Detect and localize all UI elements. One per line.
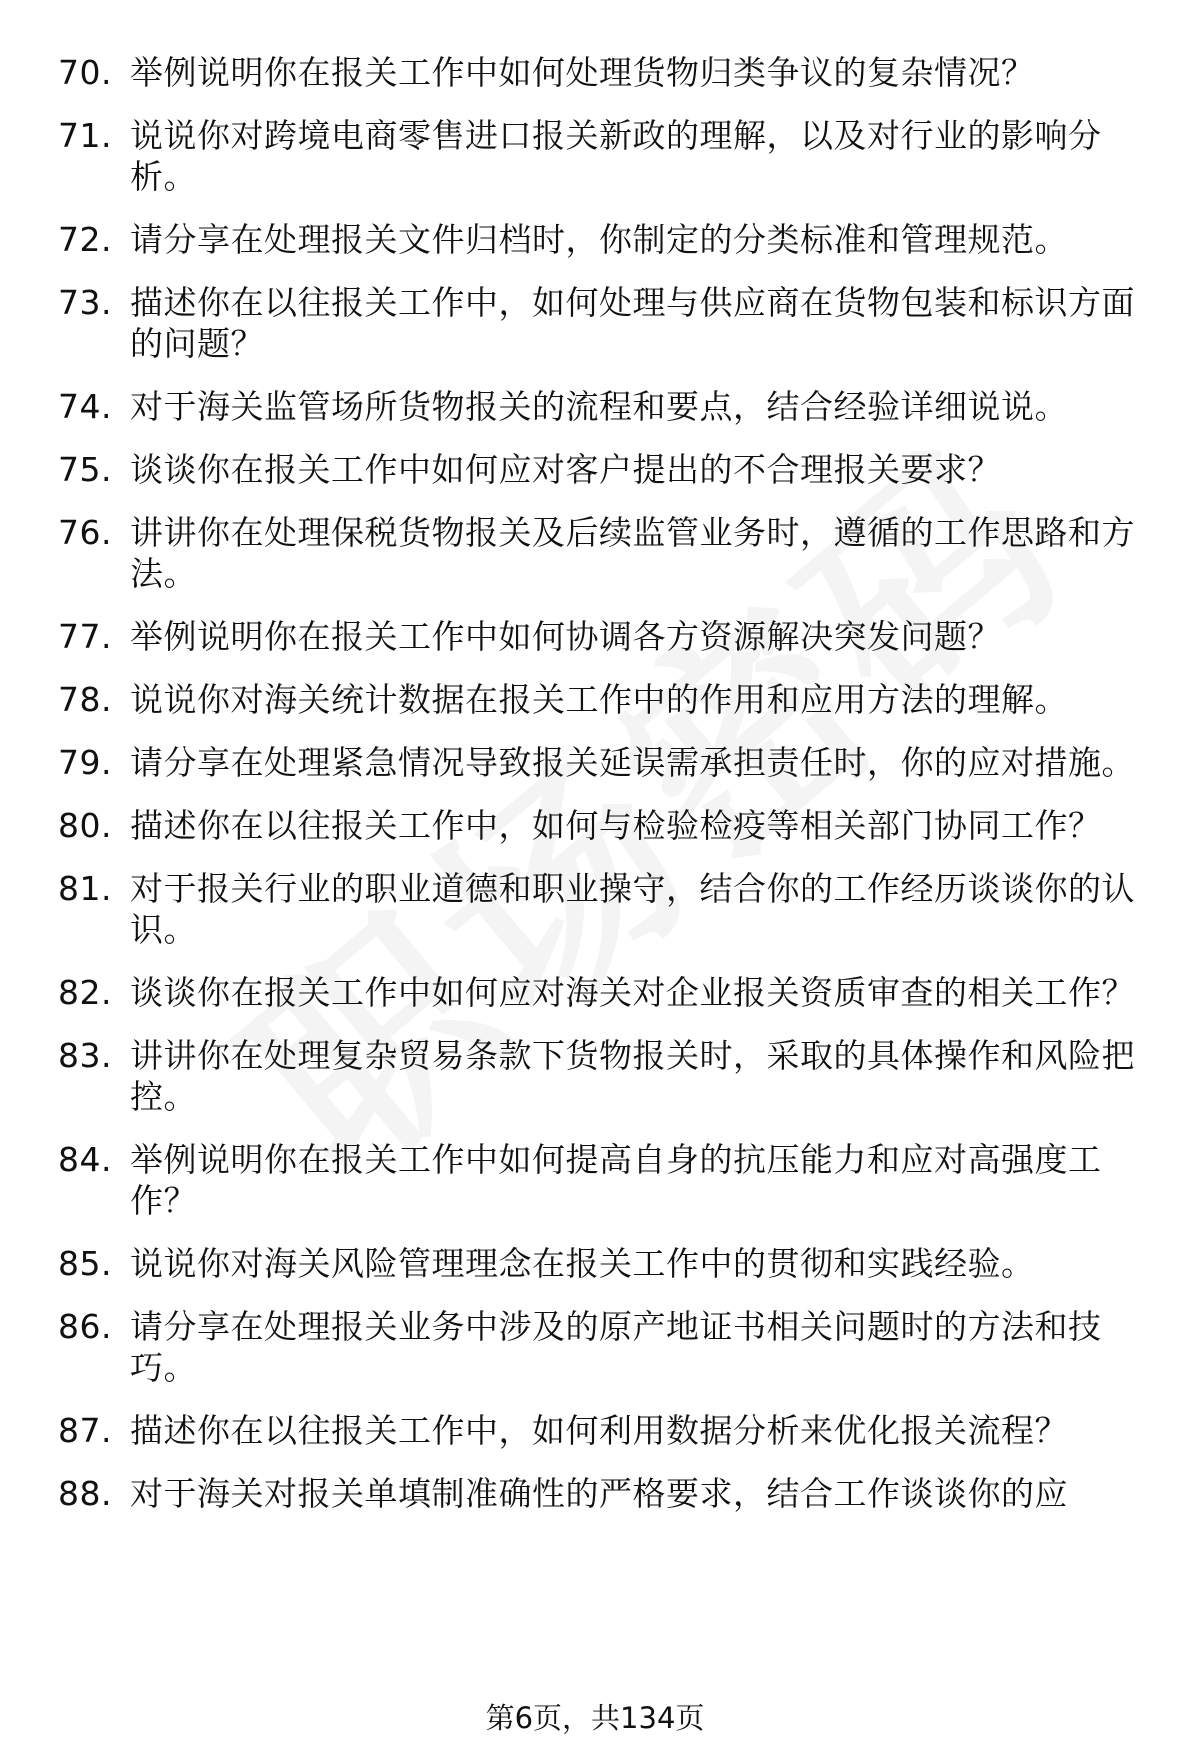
question-number: 75. (58, 450, 112, 489)
question-number: 77. (58, 617, 112, 656)
question-number: 81. (58, 869, 112, 908)
question-item (0, 449, 1160, 490)
question-number: 80. (58, 806, 112, 845)
question-list (0, 52, 1190, 1536)
question-text: 举例说明你在报关工作中如何提高自身的抗压能力和应对高强度工作？ (130, 1140, 1102, 1220)
question-number: 79. (58, 743, 112, 782)
question-text: 谈谈你在报关工作中如何应对客户提出的不合理报关要求？ (130, 450, 1001, 489)
question-text: 描述你在以往报关工作中，如何与检验检疫等相关部门协同工作？ (130, 806, 1102, 845)
question-text: 举例说明你在报关工作中如何协调各方资源解决突发问题？ (130, 617, 1001, 656)
question-item (0, 1035, 1160, 1117)
question-number: 70. (58, 53, 112, 92)
question-number: 84. (58, 1140, 112, 1179)
question-number: 71. (58, 116, 112, 155)
question-item (0, 219, 1160, 260)
question-text: 举例说明你在报关工作中如何处理货物归类争议的复杂情况？ (130, 53, 1035, 92)
question-text: 讲讲你在处理复杂贸易条款下货物报关时，采取的具体操作和风险把控。 (130, 1036, 1135, 1116)
question-item (0, 1410, 1160, 1451)
question-text: 请分享在处理报关文件归档时，你制定的分类标准和管理规范。 (130, 220, 1068, 259)
question-number: 76. (58, 513, 112, 552)
question-text: 对于报关行业的职业道德和职业操守，结合你的工作经历谈谈你的认识。 (130, 869, 1135, 949)
question-item (0, 616, 1160, 657)
question-number: 74. (58, 387, 112, 426)
question-number: 87. (58, 1411, 112, 1450)
question-number: 85. (58, 1244, 112, 1283)
question-item (0, 1243, 1160, 1284)
page-footer: 第6页，共134页 (485, 1701, 705, 1735)
question-item (0, 1473, 1160, 1514)
question-item (0, 972, 1160, 1013)
question-item (0, 512, 1160, 594)
question-text: 请分享在处理紧急情况导致报关延误需承担责任时，你的应对措施。 (130, 743, 1135, 782)
question-item (0, 1139, 1160, 1221)
question-item (0, 742, 1160, 783)
question-text: 对于海关对报关单填制准确性的严格要求，结合工作谈谈你的应 (130, 1474, 1068, 1513)
question-item (0, 115, 1160, 197)
question-number: 83. (58, 1036, 112, 1075)
question-text: 谈谈你在报关工作中如何应对海关对企业报关资质审查的相关工作？ (130, 973, 1135, 1012)
question-item (0, 679, 1160, 720)
question-text: 讲讲你在处理保税货物报关及后续监管业务时，遵循的工作思路和方法。 (130, 513, 1135, 593)
question-text: 说说你对跨境电商零售进口报关新政的理解，以及对行业的影响分析。 (130, 116, 1102, 196)
question-item (0, 282, 1160, 364)
question-number: 78. (58, 680, 112, 719)
question-text: 对于海关监管场所货物报关的流程和要点，结合经验详细说说。 (130, 387, 1068, 426)
question-number: 72. (58, 220, 112, 259)
question-text: 说说你对海关风险管理理念在报关工作中的贯彻和实践经验。 (130, 1244, 1035, 1283)
question-item (0, 805, 1160, 846)
question-item (0, 1306, 1160, 1388)
question-text: 说说你对海关统计数据在报关工作中的作用和应用方法的理解。 (130, 680, 1068, 719)
question-item (0, 52, 1160, 93)
question-number: 82. (58, 973, 112, 1012)
question-number: 88. (58, 1474, 112, 1513)
question-item (0, 868, 1160, 950)
question-text: 请分享在处理报关业务中涉及的原产地证书相关问题时的方法和技巧。 (130, 1307, 1102, 1387)
question-number: 73. (58, 283, 112, 322)
question-number: 86. (58, 1307, 112, 1346)
question-text: 描述你在以往报关工作中，如何利用数据分析来优化报关流程？ (130, 1411, 1068, 1450)
question-text: 描述你在以往报关工作中，如何处理与供应商在货物包装和标识方面的问题？ (130, 283, 1135, 363)
question-item (0, 386, 1160, 427)
